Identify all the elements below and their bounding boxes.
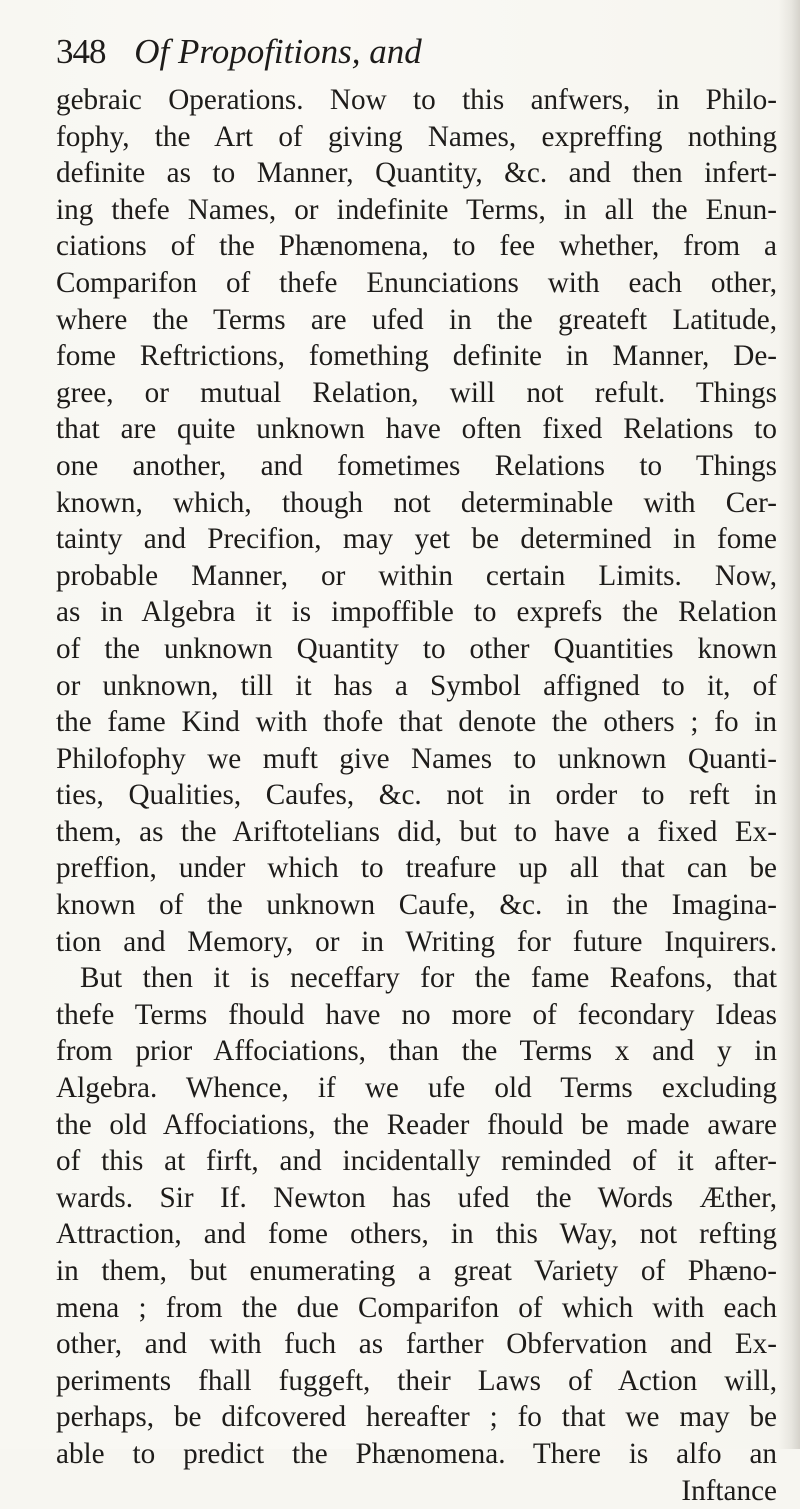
text-line: ing thefe Names, or indefinite Terms, in all the Enun- xyxy=(56,193,777,226)
text-line: thefe Terms fhould have no more of fecondary Ideas xyxy=(56,998,777,1031)
text-line: from prior Affociations, than the Terms x and y in xyxy=(56,1035,777,1068)
running-title: Of Propofitions, and xyxy=(134,32,422,71)
text-line: as in Algebra it is impoffible to exprefs the Relation xyxy=(56,596,777,629)
text-line: ties, Qualities, Caufes, &c. not in order to reft in xyxy=(56,779,777,812)
text-line: other, and with fuch as farther Obfervation and Ex- xyxy=(56,1328,777,1361)
text-line: periments fhall fuggeft, their Laws of Action will, xyxy=(56,1364,777,1397)
text-line: wards. Sir If. Newton has ufed the Words Æther, xyxy=(56,1181,777,1214)
text-line: the old Affociations, the Reader fhould be made aware xyxy=(56,1108,777,1141)
text-line: Philofophy we muft give Names to unknown Quanti- xyxy=(56,742,777,775)
text-line: where the Terms are ufed in the greateft Latitude, xyxy=(56,303,777,336)
text-line: of the unknown Quantity to other Quantities known xyxy=(56,632,777,665)
text-line: probable Manner, or within certain Limits. Now, xyxy=(56,559,777,592)
text-line: tainty and Precifion, may yet be determined in fome xyxy=(56,523,777,556)
text-line: able to predict the Phænomena. There is alfo an xyxy=(56,1437,777,1470)
text-line: one another, and fometimes Relations to Things xyxy=(56,449,777,482)
text-line: known, which, though not determinable with Cer- xyxy=(56,486,777,519)
text-line: preffion, under which to treafure up all that can be xyxy=(56,852,777,885)
text-line: Attraction, and fome others, in this Way, not refting xyxy=(56,1218,777,1251)
running-header xyxy=(56,22,770,82)
body-text xyxy=(56,82,777,1509)
text-line: Comparifon of thefe Enunciations with each other, xyxy=(56,266,777,299)
text-line: But then it is neceffary for the fame Reafons, that xyxy=(80,962,777,995)
text-line: tion and Memory, or in Writing for future Inquirers. xyxy=(56,925,777,958)
text-line: fophy, the Art of giving Names, expreffing nothing xyxy=(56,120,777,153)
text-line: fome Reftrictions, fomething definite in Manner, De- xyxy=(56,340,777,373)
text-line: them, as the Ariftotelians did, but to have a fixed Ex- xyxy=(56,815,777,848)
text-line: known of the unknown Caufe, &c. in the Imagina- xyxy=(56,889,777,922)
text-line: of this at firft, and incidentally reminded of it after- xyxy=(56,1145,777,1178)
page-number: 348 xyxy=(56,32,106,71)
text-line: mena ; from the due Comparifon of which with each xyxy=(56,1291,777,1324)
text-line: in them, but enumerating a great Variety of Phæno- xyxy=(56,1255,777,1287)
page-edge-shadow xyxy=(778,0,800,1449)
text-line: that are quite unknown have often fixed Relations to xyxy=(56,413,777,446)
text-line: perhaps, be difcovered hereafter ; fo that we may be xyxy=(56,1401,777,1434)
text-line: or unknown, till it has a Symbol affigned to it, of xyxy=(56,669,777,702)
text-line: gree, or mutual Relation, will not refult. Things xyxy=(56,376,777,409)
text-line: gebraic Operations. Now to this anfwers, in Philo- xyxy=(56,84,777,116)
text-line: ciations of the Phænomena, to fee whether, from a xyxy=(56,230,777,263)
text-line: definite as to Manner, Quantity, &c. and then infert- xyxy=(56,157,777,190)
text-line: the fame Kind with thofe that denote the others ; fo in xyxy=(56,706,777,739)
text-line: Algebra. Whence, if we ufe old Terms excluding xyxy=(56,1072,777,1105)
catchword: Inftance xyxy=(681,1474,777,1507)
